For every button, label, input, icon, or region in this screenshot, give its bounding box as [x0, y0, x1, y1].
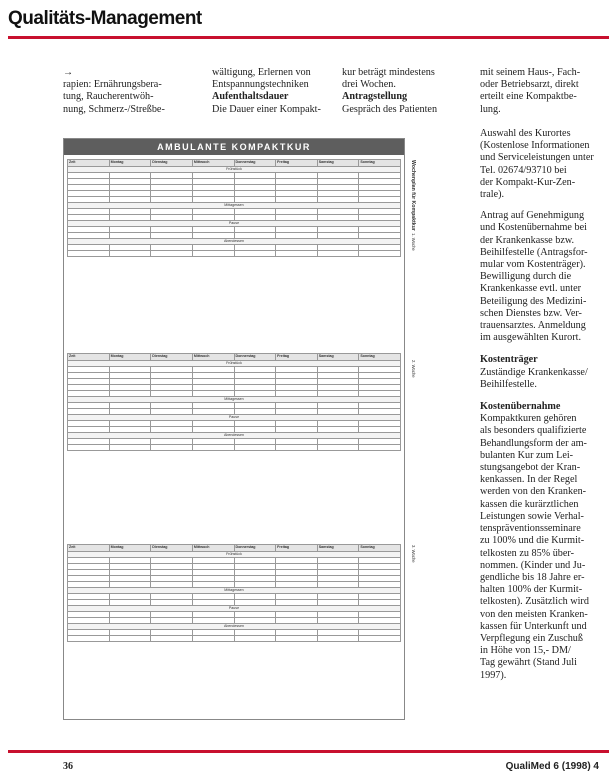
text-line: Auswahl des Kurortes	[480, 128, 571, 139]
schedule-cell	[234, 445, 276, 451]
paragraph-kostentraeger	[480, 367, 600, 391]
week-3-caption	[410, 545, 416, 695]
day-header: Freitag	[276, 354, 318, 361]
text-line: telkosten zu 85% über-	[480, 547, 575, 559]
page-number: 36	[63, 761, 73, 772]
text-line: tung, Raucherentwöh-	[63, 91, 154, 103]
text-line: Tag gewährt (Stand Juli	[480, 657, 577, 669]
schedule-cell	[109, 636, 151, 642]
day-header: Mittwoch	[192, 354, 234, 361]
text-line: oder Betriebsarzt, direkt	[480, 79, 579, 91]
day-header: Sonntag	[359, 545, 401, 552]
schedule-cell	[276, 636, 318, 642]
schedule-banner: AMBULANTE KOMPAKTKUR	[64, 139, 404, 155]
meal-row: Pause	[68, 606, 401, 612]
paragraph-kostenuebernahme	[480, 413, 600, 681]
day-header: Zeit	[68, 545, 110, 552]
text-line: →	[63, 67, 74, 78]
text-line: lung.	[480, 103, 501, 115]
section-heading: Aufenthaltsdauer	[212, 91, 289, 103]
page-header	[0, 0, 609, 38]
text-line: 1997).	[480, 669, 507, 681]
schedule-cell	[192, 251, 234, 257]
page-footer	[0, 750, 609, 782]
day-header: Mittwoch	[192, 160, 234, 167]
week-2-caption	[410, 360, 416, 510]
day-header: Dienstag	[151, 545, 193, 552]
meal-row: Pause	[68, 415, 401, 421]
day-header: Dienstag	[151, 354, 193, 361]
text-line: von den meisten Kranken-	[480, 608, 588, 620]
section-heading: Antragstellung	[342, 91, 408, 103]
text-line: gendliche bis 18 Jahre er-	[480, 571, 585, 583]
text-line: Behandlungsform der am-	[480, 437, 587, 449]
week-label: 2. Woche	[411, 360, 416, 378]
week-table	[67, 159, 401, 257]
header-rule	[8, 36, 609, 39]
day-header: Freitag	[276, 160, 318, 167]
day-header: Sonntag	[359, 160, 401, 167]
schedule-side-title: Wochenplan für Kompaktkur	[410, 160, 416, 231]
right-text-column	[480, 128, 600, 682]
heading-kostenuebernahme: Kostenübernahme	[480, 401, 561, 413]
text-line: kenkassen. In der Regel	[480, 474, 578, 486]
day-header: Donnerstag	[234, 160, 276, 167]
day-header: Montag	[109, 545, 151, 552]
day-header: Dienstag	[151, 160, 193, 167]
journal-citation: QualiMed 6 (1998) 4	[505, 761, 599, 772]
paragraph-antrag	[480, 210, 600, 344]
page-title: Qualitäts-Management	[8, 8, 202, 29]
text-line: mit seinem Haus-, Fach-	[480, 67, 581, 78]
paragraph-kurort	[480, 128, 600, 201]
text-line: Entspannungstechniken	[212, 79, 309, 91]
meal-row: Abendessen	[68, 433, 401, 439]
meal-row: Abendessen	[68, 239, 401, 245]
text-line: Verpflegung ein Zuschuß	[480, 632, 583, 644]
day-header: Montag	[109, 354, 151, 361]
text-line: im ausgewählten Kurort.	[480, 332, 581, 344]
text-line: trauensarztes. Anmeldung	[480, 320, 586, 332]
text-line: telkosten). Zusätzlich wird	[480, 596, 589, 608]
schedule-cell	[151, 251, 193, 257]
text-line: Die Dauer einer Kompakt-	[212, 103, 321, 115]
meal-row: Frühstück	[68, 552, 401, 558]
meal-row: Abendessen	[68, 624, 401, 630]
text-line: Beihilfestelle.	[480, 378, 537, 390]
day-header: Donnerstag	[234, 354, 276, 361]
text-line: stungsangebot der Kran-	[480, 462, 581, 474]
text-line: trale).	[480, 189, 505, 201]
schedule-cell	[317, 251, 359, 257]
day-header: Samstag	[317, 160, 359, 167]
text-column-2	[212, 67, 337, 116]
day-header: Sonntag	[359, 354, 401, 361]
schedule-cell	[109, 445, 151, 451]
schedule-cell	[192, 636, 234, 642]
schedule-cell	[276, 251, 318, 257]
text-line: Leistungen sowie Verhal-	[480, 510, 584, 522]
week-1-caption	[410, 160, 416, 350]
text-line: bulanten Kur zum Lei-	[480, 449, 574, 461]
heading-kostentraeger: Kostenträger	[480, 354, 538, 366]
text-line: tenspräventionsseminare	[480, 523, 581, 535]
schedule-cell	[151, 445, 193, 451]
text-line: Tel. 02674/93710 bei	[480, 164, 567, 176]
day-header: Mittwoch	[192, 545, 234, 552]
text-line: Bewilligung durch die	[480, 271, 572, 283]
text-line: und Kostenübernahme bei	[480, 222, 587, 234]
text-line: (Kostenlose Informationen	[480, 140, 590, 152]
text-column-3	[342, 67, 467, 116]
text-line: zu 100% und die Kurmit-	[480, 535, 585, 547]
text-line: rapien: Ernährungsbera-	[63, 79, 162, 91]
text-line: nommen. (Kinder und Ju-	[480, 559, 586, 571]
text-line: Gespräch des Patienten	[342, 103, 438, 115]
meal-row: Mittagessen	[68, 203, 401, 209]
week-label: 3. Woche	[411, 545, 416, 563]
meal-row: Frühstück	[68, 361, 401, 367]
text-column-1	[63, 67, 198, 116]
week-table	[67, 544, 401, 642]
text-line: Beihilfestelle (Antragsfor-	[480, 246, 588, 258]
text-line: der Krankenkasse bzw.	[480, 234, 575, 246]
meal-row: Pause	[68, 221, 401, 227]
text-line: und Serviceleistungen unter	[480, 152, 594, 164]
text-line: werden von den Kranken-	[480, 486, 587, 498]
day-header: Zeit	[68, 354, 110, 361]
week-label: 1. Woche	[411, 233, 416, 251]
text-line: kassen für Unterkunft und	[480, 620, 587, 632]
text-line: Krankenkasse evtl. unter	[480, 283, 581, 295]
schedule-cell	[276, 445, 318, 451]
text-line: der Kompakt-Kur-Zen-	[480, 176, 576, 188]
text-line: in Höhe von 15,- DM/	[480, 645, 571, 657]
schedule-cell	[68, 636, 110, 642]
text-line: Kompaktkuren gehören	[480, 413, 577, 425]
schedule-figure	[63, 138, 405, 720]
text-line: drei Wochen.	[342, 79, 396, 91]
schedule-cell	[317, 636, 359, 642]
schedule-cell	[359, 251, 401, 257]
schedule-cell	[68, 445, 110, 451]
day-header: Montag	[109, 160, 151, 167]
week-table	[67, 353, 401, 451]
text-line: erteilt eine Kompaktbe-	[480, 91, 577, 103]
text-line: halten 100% der Kurmit-	[480, 584, 583, 596]
meal-row: Mittagessen	[68, 397, 401, 403]
schedule-cell	[151, 636, 193, 642]
text-line: mular vom Kostenträger).	[480, 259, 586, 271]
meal-row: Mittagessen	[68, 588, 401, 594]
day-header: Samstag	[317, 545, 359, 552]
schedule-cell	[109, 251, 151, 257]
text-column-4	[480, 67, 600, 116]
schedule-cell	[192, 445, 234, 451]
schedule-cell	[317, 445, 359, 451]
schedule-cell	[359, 636, 401, 642]
meal-row: Frühstück	[68, 167, 401, 173]
day-header: Donnerstag	[234, 545, 276, 552]
text-line: kassen die kurärztlichen	[480, 498, 579, 510]
day-header: Samstag	[317, 354, 359, 361]
text-line: Antrag auf Genehmigung	[480, 210, 585, 222]
schedule-cell	[359, 445, 401, 451]
day-header: Freitag	[276, 545, 318, 552]
schedule-cell	[68, 251, 110, 257]
text-line: kur beträgt mindestens	[342, 67, 435, 78]
text-line: als besonders qualifizierte	[480, 425, 587, 437]
text-line: Zuständige Krankenkasse/	[480, 366, 588, 378]
schedule-cell	[234, 636, 276, 642]
text-line: schen Dienstes bzw. Ver-	[480, 307, 582, 319]
text-line: Beteiligung des Medizini-	[480, 295, 587, 307]
schedule-cell	[234, 251, 276, 257]
footer-rule	[8, 750, 609, 753]
text-line: wältigung, Erlernen von	[212, 67, 311, 78]
text-line: nung, Schmerz-/Streßbe-	[63, 103, 165, 115]
day-header: Zeit	[68, 160, 110, 167]
